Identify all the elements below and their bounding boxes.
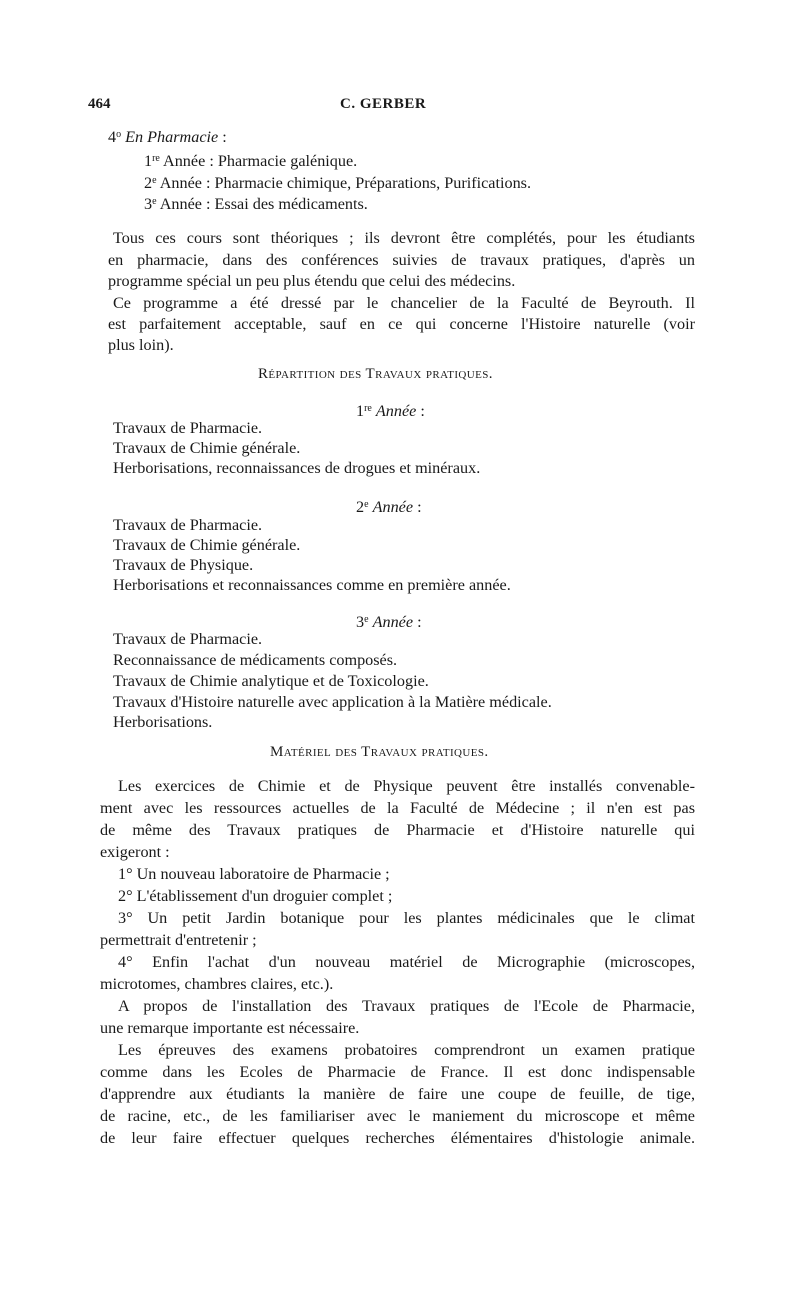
paragraph-line: Les épreuves des examens probatoires comprendront un examen pratique [118,1041,695,1059]
paragraph-line: de racine, etc., de les familiariser avec le maniement du microscope et même [100,1107,695,1125]
list-item: Travaux d'Histoire naturelle avec application à la Matière médicale. [113,693,552,711]
paragraph-line: de leur faire effectuer quelques recherches élémentaires d'histologie animale. [100,1129,695,1147]
paragraph-line: est parfaitement acceptable, sauf en ce qui concerne l'Histoire naturelle (voir [108,315,695,333]
paragraph-line: en pharmacie, dans des conférences suivies de travaux pratiques, d'après un [108,251,695,269]
list-item: Travaux de Physique. [113,556,254,574]
pharmacie-year-3: 3e Année : Essai des médicaments. [144,195,368,213]
paragraph-line: exigeront : [100,843,170,861]
list-item: 1° Un nouveau laboratoire de Pharmacie ; [118,865,390,883]
list-item: Travaux de Chimie analytique et de Toxicologie. [113,672,429,690]
list-item: Travaux de Chimie générale. [113,536,301,554]
list-item: 3° Un petit Jardin botanique pour les plantes médicinales que le climat [118,909,695,927]
list-item: Travaux de Chimie générale. [113,439,301,457]
list-item: Herborisations et reconnaissances comme en première année. [113,576,511,594]
paragraph-line: comme dans les Ecoles de Pharmacie de France. Il est donc indispensable [100,1063,695,1081]
list-item: Travaux de Pharmacie. [113,630,263,648]
paragraph-line: plus loin). [108,336,174,354]
year-heading-1: 1re Année : [356,402,425,420]
list-item: Travaux de Pharmacie. [113,516,263,534]
pharmacie-heading: 4$^o$ En Pharmacie : [108,128,227,146]
pharmacie-year-1: 1re Année : Pharmacie galénique. [144,152,358,170]
paragraph-line: programme spécial un peu plus étendu que celui des médecins. [108,272,516,290]
page-number: 464 [88,96,111,112]
paragraph-line: Ce programme a été dressé par le chancelier de la Faculté de Beyrouth. Il [113,294,695,312]
year-heading-3: 3e Année : [356,613,422,631]
list-item: Reconnaissance de médicaments composés. [113,651,398,669]
list-item-continuation: microtomes, chambres claires, etc.). [100,975,334,993]
paragraph-line: de même des Travaux pratiques de Pharmacie et d'Histoire naturelle qui [100,821,695,839]
paragraph-line: d'apprendre aux étudiants la manière de faire une coupe de feuille, de tige, [100,1085,695,1103]
list-item-continuation: permettrait d'entretenir ; [100,931,257,949]
list-item: 2° L'établissement d'un droguier complet ; [118,887,393,905]
pharmacie-year-2: 2e Année : Pharmacie chimique, Préparations, Purifications. [144,174,532,192]
paragraph-line: A propos de l'installation des Travaux pratiques de l'Ecole de Pharmacie, [118,997,695,1015]
section-title-materiel: Matériel des Travaux pratiques. [270,744,489,760]
paragraph-line: ment avec les ressources actuelles de la Faculté de Médecine ; il n'en est pas [100,799,695,817]
list-item: Herborisations, reconnaissances de drogues et minéraux. [113,459,481,477]
list-item: 4° Enfin l'achat d'un nouveau matériel de Micrographie (microscopes, [118,953,695,971]
paragraph-line: Les exercices de Chimie et de Physique peuvent être installés convenable- [118,777,695,795]
year-heading-2: 2e Année : [356,498,422,516]
list-item: Herborisations. [113,713,213,731]
paragraph-line: une remarque importante est nécessaire. [100,1019,360,1037]
paragraph-line: Tous ces cours sont théoriques ; ils devront être complétés, pour les étudiants [113,229,695,247]
running-header-author: C. GERBER [340,96,427,112]
section-title-repartition: Répartition des Travaux pratiques. [258,366,493,382]
list-item: Travaux de Pharmacie. [113,419,263,437]
